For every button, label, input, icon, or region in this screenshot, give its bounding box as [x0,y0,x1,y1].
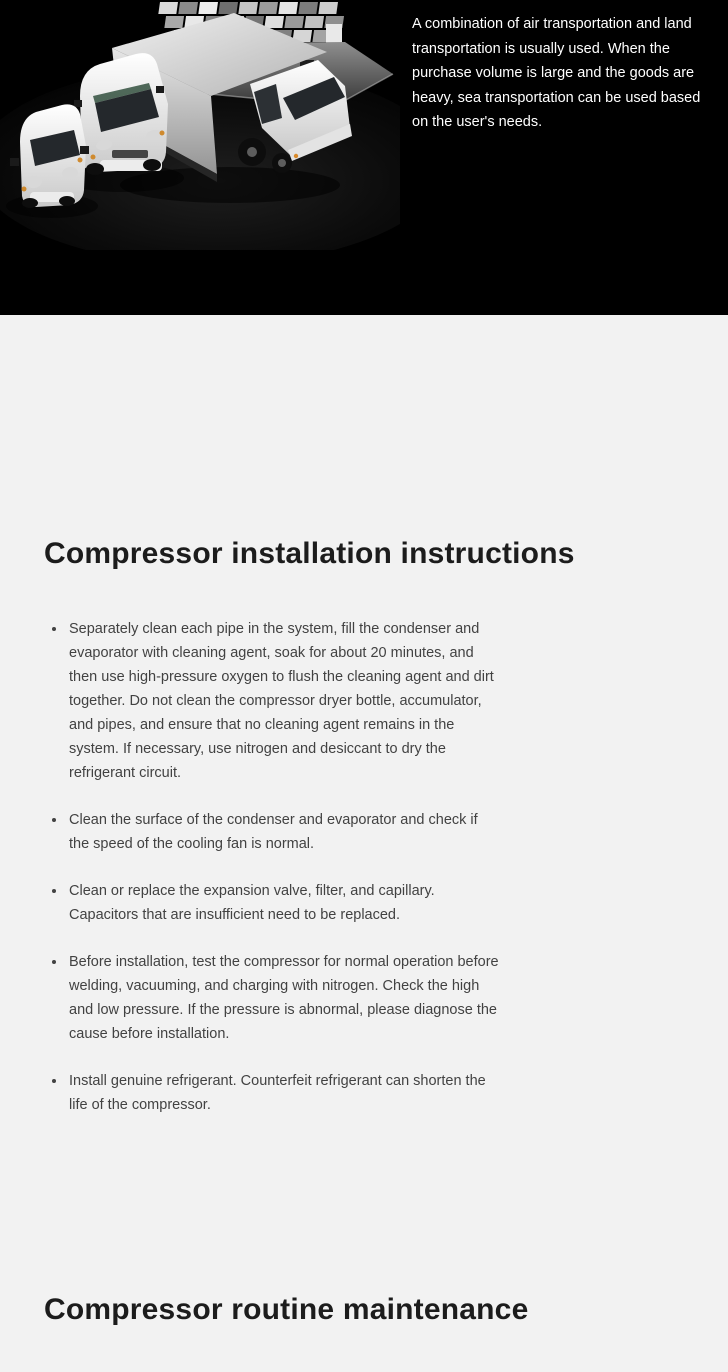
content-section [0,315,728,1327]
maintenance-heading: Compressor routine maintenance [44,1293,529,1326]
shipping-description-text: A combination of air transportation and land transportation is usually used. When the purchase volume is large and the goods are heavy, sea transportation can be used based on the user's needs. [412,16,701,130]
installation-bullet-list [50,617,501,1117]
bullet-item: • Before installation, test the compressor for normal operation before welding, vacuuming, and charging with nitrogen. Check the high and low pressure. If the pressure is abnormal, please diagnose the cause before installation. [67,950,501,1046]
hero-section [0,0,728,315]
bullet-item: • Install genuine refrigerant. Counterfeit refrigerant can shorten the life of the compressor. [67,1069,501,1117]
transport-fleet-image [0,0,400,250]
transport-fleet-illustration [0,0,400,250]
bullet-item: • Clean or replace the expansion valve, filter, and capillary. Capacitors that are insufficient need to be replaced. [67,879,501,927]
bullet-item: • Clean the surface of the condenser and evaporator and check if the speed of the cooling fan is normal. [67,808,501,856]
installation-heading: Compressor installation instructions [44,537,575,570]
bullet-item: • Separately clean each pipe in the system, fill the condenser and evaporator with cleaning agent, soak for about 20 minutes, and then use high-pressure oxygen to flush the cleaning agent and dirt together. Do not clean the compressor dryer bottle, accumulator, and pipes, and ensure that no cleaning agent remains in the system. If necessary, use nitrogen and desiccant to dry the refrigerant circuit. [67,617,501,785]
